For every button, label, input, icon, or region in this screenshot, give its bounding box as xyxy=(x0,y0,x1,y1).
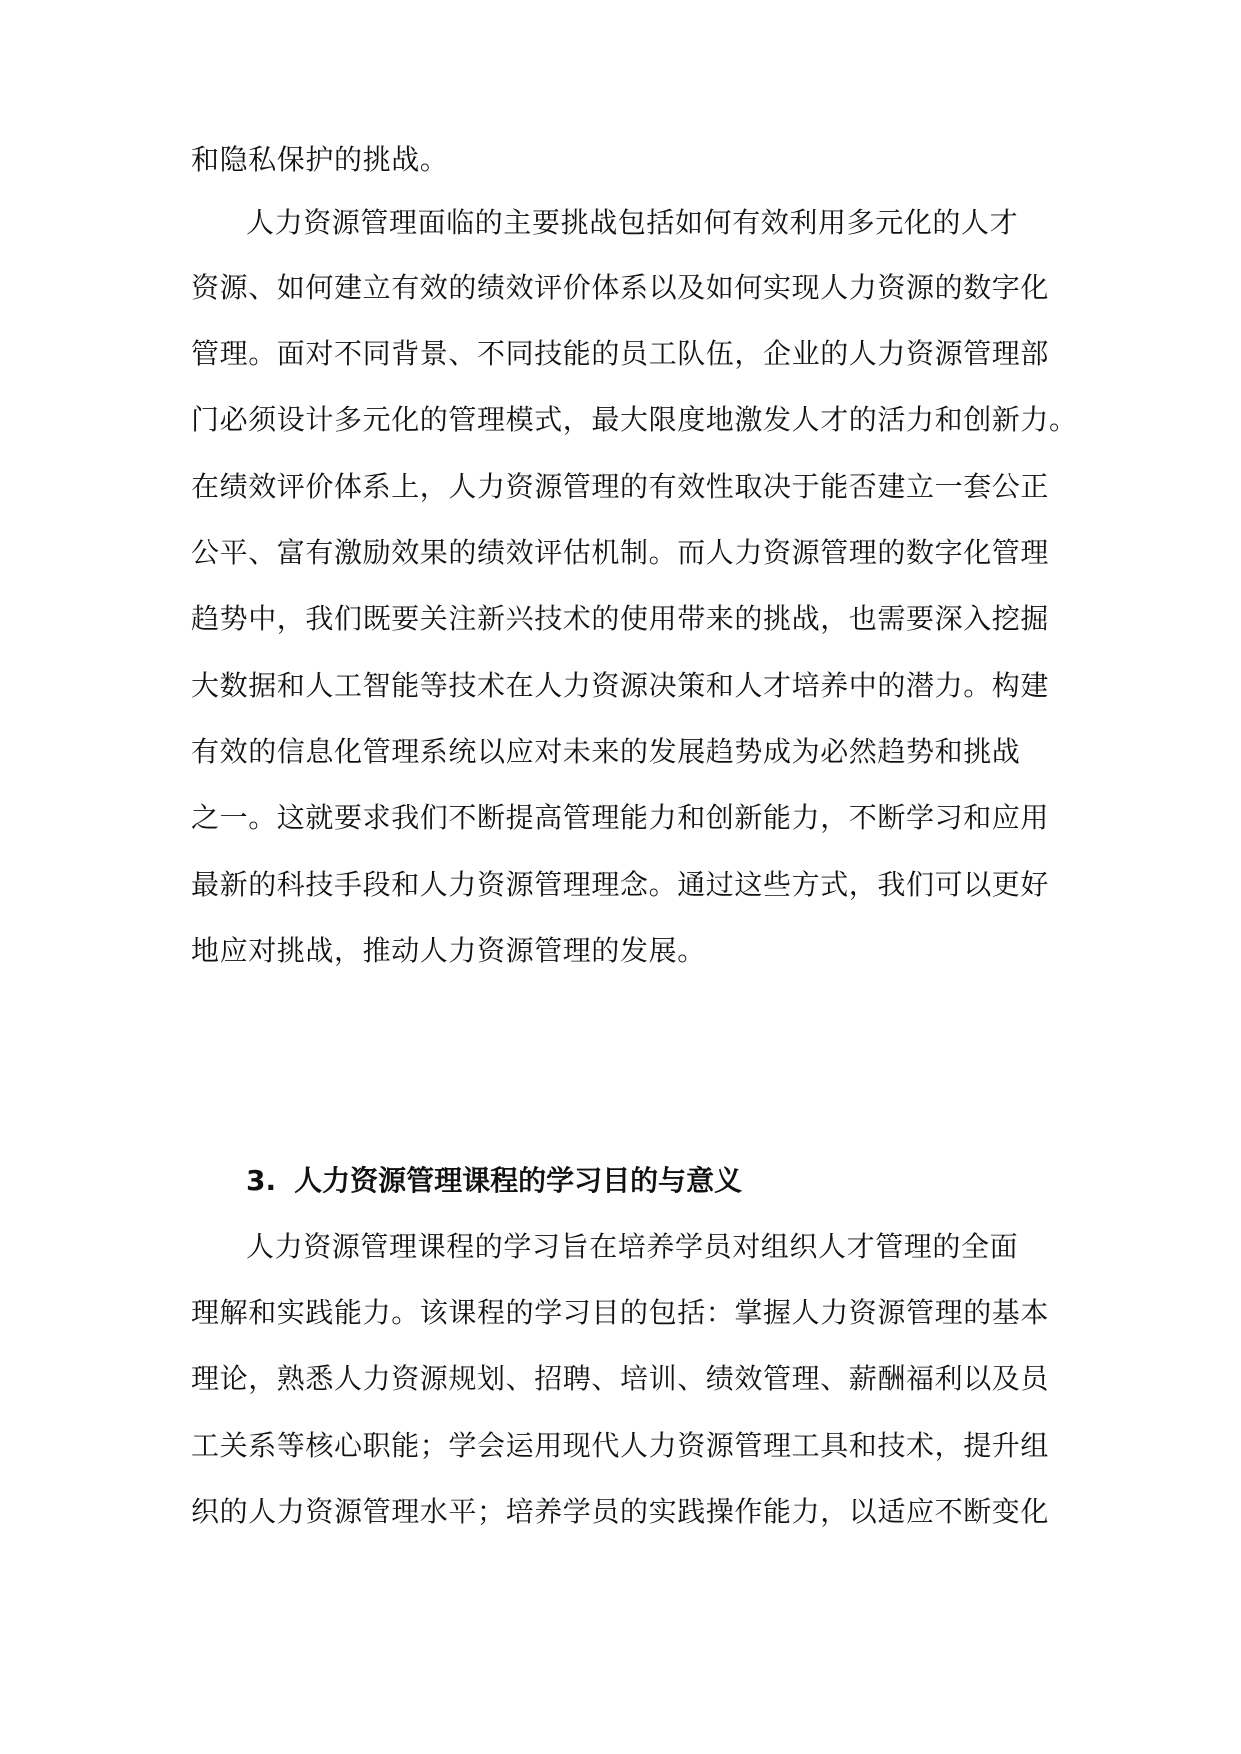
paragraph-line: 资源、如何建立有效的绩效评价体系以及如何实现人力资源的数字化 xyxy=(191,271,1050,304)
paragraph-line: 地应对挑战，推动人力资源管理的发展。 xyxy=(191,934,706,967)
paragraph-line: 人力资源管理面临的主要挑战包括如何有效利用多元化的人才 xyxy=(246,206,1019,239)
paragraph-line: 门必须设计多元化的管理模式，最大限度地激发人才的活力和创新力。 xyxy=(191,403,1078,436)
paragraph-line: 有效的信息化管理系统以应对未来的发展趋势成为必然趋势和挑战 xyxy=(191,735,1021,768)
section-title: 人力资源管理课程的学习目的与意义 xyxy=(294,1164,743,1197)
paragraph-line: 工关系等核心职能；学会运用现代人力资源管理工具和技术，提升组 xyxy=(191,1429,1050,1462)
paragraph-line: 趋势中，我们既要关注新兴技术的使用带来的挑战，也需要深入挖掘 xyxy=(191,602,1050,635)
paragraph-line: 管理。面对不同背景、不同技能的员工队伍，企业的人力资源管理部 xyxy=(191,337,1050,370)
paragraph-line: 人力资源管理课程的学习旨在培养学员对组织人才管理的全面 xyxy=(246,1230,1019,1263)
paragraph-line: 在绩效评价体系上，人力资源管理的有效性取决于能否建立一套公正 xyxy=(191,470,1050,503)
paragraph-line: 大数据和人工智能等技术在人力资源决策和人才培养中的潜力。构建 xyxy=(191,669,1050,702)
paragraph-line: 织的人力资源管理水平；培养学员的实践操作能力，以适应不断变化 xyxy=(191,1495,1050,1528)
section-heading xyxy=(246,1163,742,1199)
paragraph-line: 之一。这就要求我们不断提高管理能力和创新能力，不断学习和应用 xyxy=(191,801,1050,834)
paragraph-line: 理解和实践能力。该课程的学习目的包括：掌握人力资源管理的基本 xyxy=(191,1296,1050,1329)
paragraph-line: 公平、富有激励效果的绩效评估机制。而人力资源管理的数字化管理 xyxy=(191,536,1050,569)
section-number: 3. xyxy=(246,1164,277,1197)
paragraph-line: 和隐私保护的挑战。 xyxy=(191,143,449,176)
paragraph-line: 理论，熟悉人力资源规划、招聘、培训、绩效管理、薪酬福利以及员 xyxy=(191,1362,1050,1395)
paragraph-line: 最新的科技手段和人力资源管理理念。通过这些方式，我们可以更好 xyxy=(191,868,1050,901)
